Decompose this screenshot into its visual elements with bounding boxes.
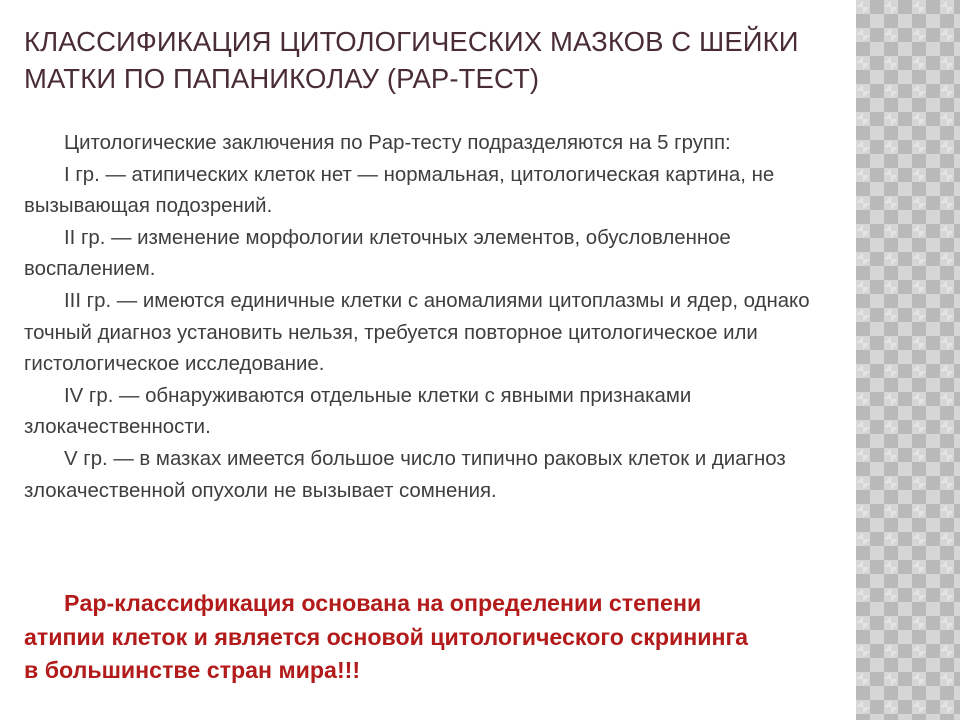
decorative-pattern-strip xyxy=(856,0,960,720)
group-2-paragraph: II гр. — изменение морфологии клеточных элементов, обусловленное воспалением. xyxy=(24,226,731,281)
group-1-paragraph: I гр. — атипических клеток нет — нормальная, цитологическая картина, не вызывающая подозрений. xyxy=(24,163,775,218)
group-4-paragraph: IV гр. — обнаруживаются отдельные клетки с явными признаками злокачественности. xyxy=(24,384,692,439)
slide-title: КЛАССИФИКАЦИЯ ЦИТОЛОГИЧЕСКИХ МАЗКОВ С ШЕЙКИ МАТКИ ПО ПАПАНИКОЛАУ (PAP-ТЕСТ) xyxy=(24,26,799,94)
group-5-paragraph: V гр. — в мазках имеется большое число типично раковых клеток и диагноз злокачественной опухоли не вызывает сомнения. xyxy=(24,447,786,502)
group-3-paragraph: III гр. — имеются единичные клетки с аномалиями цитоплазмы и ядер, однако точный диагноз установить нельзя, требуется повторное цитологическое или гистологическое исследование. xyxy=(24,289,810,376)
slide-body xyxy=(24,128,850,507)
conclusion-text: Pap-классификация основана на определении степени атипии клеток и является основой цитологического скрининга в большинстве стран мира!!! xyxy=(24,590,749,683)
intro-paragraph: Цитологические заключения по Pap-тесту подразделяются на 5 групп: xyxy=(64,132,731,154)
